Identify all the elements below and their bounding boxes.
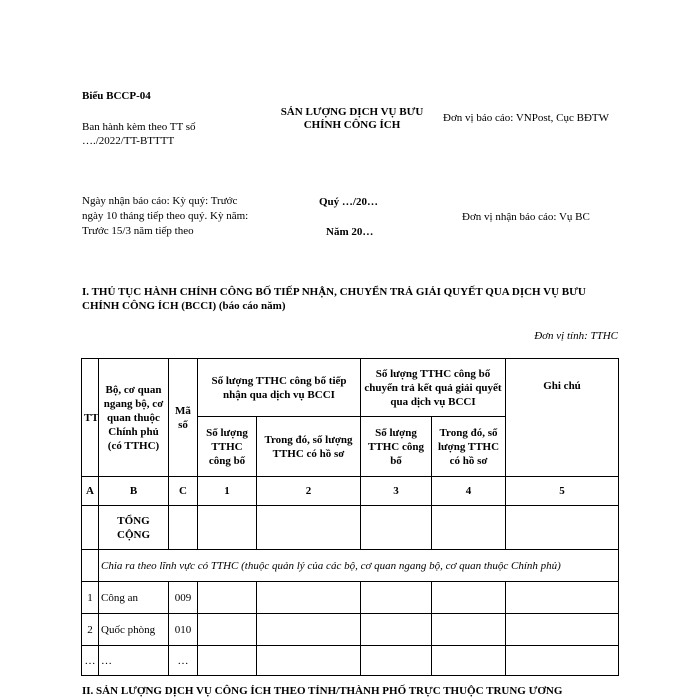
row-value-cell [432, 582, 506, 614]
row-value-cell [257, 614, 361, 646]
row-ministry: Công an [99, 582, 169, 614]
breakdown-note: Chia ra theo lĩnh vực có TTHC (thuộc quản lý của các bộ, cơ quan ngang bộ, cơ quan thuộc Chính phủ) [99, 550, 619, 582]
table-row [82, 646, 619, 676]
row-ministry: Quốc phòng [99, 614, 169, 646]
row-note-cell [506, 614, 619, 646]
receive-date-line-3: Trước 15/3 năm tiếp theo [82, 225, 194, 237]
total-note-cell [506, 506, 619, 550]
row-value-cell [361, 582, 432, 614]
total-label: TỔNG CỘNG [99, 506, 169, 550]
reporting-unit: Đơn vị báo cáo: VNPost, Cục BĐTW [443, 112, 610, 124]
group-header-receive: Số lượng TTHC công bố tiếp nhận qua dịch vụ BCCI [198, 359, 361, 417]
form-code: Biểu BCCP-04 [82, 90, 151, 102]
row-value-cell [432, 614, 506, 646]
table-row [82, 614, 619, 646]
row-code: … [169, 646, 198, 676]
total-tt-cell [82, 506, 99, 550]
receive-date-line-1: Ngày nhận báo cáo: Kỳ quý: Trước [82, 195, 238, 207]
index-cell: 1 [198, 477, 257, 506]
row-tt: … [82, 646, 99, 676]
report-title-line-2: CHÍNH CÔNG ÍCH [303, 119, 401, 131]
row-value-cell [432, 646, 506, 676]
unit-note: Đơn vị tính: TTHC [534, 330, 618, 342]
row-value-cell [257, 646, 361, 676]
index-cell: A [82, 477, 99, 506]
row-value-cell [361, 614, 432, 646]
receiving-unit: Đơn vị nhận báo cáo: Vụ BC [462, 211, 590, 223]
quarter-label: Quý …/20… [319, 196, 378, 208]
col-header-note: Ghi chú [506, 359, 619, 477]
index-cell: C [169, 477, 198, 506]
row-ministry: … [99, 646, 169, 676]
row-code: 010 [169, 614, 198, 646]
group-header-return: Số lượng TTHC công bố chuyển trả kết quả giải quyết qua dịch vụ BCCI [361, 359, 506, 417]
col-header-code: Mã số [169, 359, 198, 477]
row-value-cell [198, 646, 257, 676]
row-note-cell [506, 582, 619, 614]
total-value-cell [432, 506, 506, 550]
index-cell: 4 [432, 477, 506, 506]
sub-header-records-return: Trong đó, số lượng TTHC có hồ sơ [432, 417, 506, 477]
row-value-cell [198, 614, 257, 646]
index-cell: B [99, 477, 169, 506]
col-header-ministry: Bộ, cơ quan ngang bộ, cơ quan thuộc Chính phủ (có TTHC) [99, 359, 169, 477]
table-row [82, 582, 619, 614]
tthc-table [81, 358, 619, 676]
index-cell: 5 [506, 477, 619, 506]
total-value-cell [198, 506, 257, 550]
row-tt: 2 [82, 614, 99, 646]
issued-line-1: Ban hành kèm theo TT số [82, 121, 196, 133]
section-2-title: II. SẢN LƯỢNG DỊCH VỤ CÔNG ÍCH THEO TỈNH/THÀNH PHỐ TRỰC THUỘC TRUNG ƯƠNG [82, 685, 563, 697]
total-code-cell [169, 506, 198, 550]
report-title-line-1: SẢN LƯỢNG DỊCH VỤ BƯU [280, 106, 424, 118]
index-cell: 3 [361, 477, 432, 506]
sub-header-count-return: Số lượng TTHC công bố [361, 417, 432, 477]
row-value-cell [361, 646, 432, 676]
total-value-cell [257, 506, 361, 550]
year-label: Năm 20… [326, 226, 374, 238]
row-value-cell [198, 582, 257, 614]
index-cell: 2 [257, 477, 361, 506]
total-value-cell [361, 506, 432, 550]
receive-date-line-2: ngày 10 tháng tiếp theo quý. Kỳ năm: [82, 210, 249, 222]
sub-header-count-receive: Số lượng TTHC công bố [198, 417, 257, 477]
row-code: 009 [169, 582, 198, 614]
row-tt: 1 [82, 582, 99, 614]
sub-header-records-receive: Trong đó, số lượng TTHC có hồ sơ [257, 417, 361, 477]
row-note-cell [506, 646, 619, 676]
row-value-cell [257, 582, 361, 614]
col-header-tt: TT [82, 359, 99, 477]
issued-line-2: …./2022/TT-BTTTT [82, 135, 175, 147]
section-1-title-line-1: I. THỦ TỤC HÀNH CHÍNH CÔNG BỐ TIẾP NHẬN, CHUYỂN TRẢ GIẢI QUYẾT QUA DỊCH VỤ BƯU [82, 286, 586, 298]
section-1-title-line-2: CHÍNH CÔNG ÍCH (BCCI) (báo cáo năm) [82, 300, 286, 312]
breakdown-tt-cell [82, 550, 99, 582]
